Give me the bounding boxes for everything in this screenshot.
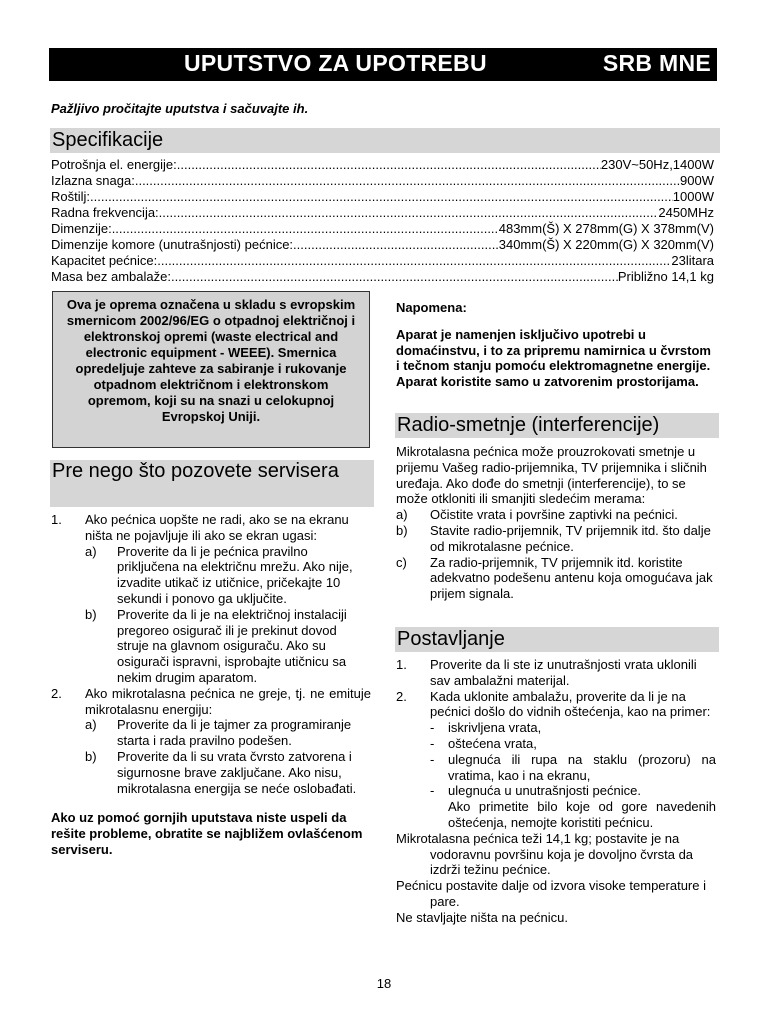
spec-label: Dimenzije: xyxy=(51,221,112,236)
spec-value: 340mm(Š) X 220mm(G) X 320mm(V) xyxy=(498,237,714,252)
sub-letter: a) xyxy=(85,717,97,733)
dot-leader xyxy=(159,205,659,221)
header-language: SRB MNE xyxy=(602,50,711,76)
dot-leader xyxy=(177,157,601,173)
item-letter: a) xyxy=(396,507,408,523)
dash-text: ulegnuća ili rupa na staklu (prozoru) na vratima, kao i na ekranu, xyxy=(448,751,716,783)
install-paragraph: Ne stavljajte ništa na pećnicu. xyxy=(396,909,568,925)
dash-item: - ulegnuća ili rupa na staklu (prozoru) na vratima, kao i na ekranu, xyxy=(430,751,716,783)
spec-value: 23litara xyxy=(671,253,714,268)
dash-item: - oštećena vrata, xyxy=(430,736,716,752)
spec-row xyxy=(51,189,714,205)
right-column xyxy=(396,300,716,390)
service-footer-note: Ako uz pomoć gornjih uputstava niste uspeli da rešite probleme, obratite se najbližem ovlašćenom serviseru. xyxy=(51,810,363,857)
spec-row xyxy=(51,157,714,173)
header-bar xyxy=(49,48,717,81)
item-number: 1. xyxy=(51,512,62,527)
list-item xyxy=(396,523,716,555)
spec-value: 900W xyxy=(680,173,714,188)
sub-letter: a) xyxy=(85,543,97,559)
spec-value: 2450MHz xyxy=(658,205,714,220)
spec-row xyxy=(51,221,714,237)
spec-label: Masa bez ambalaže: xyxy=(51,269,171,284)
spec-row xyxy=(51,237,714,253)
item-number: 2. xyxy=(396,688,407,704)
dot-leader xyxy=(171,269,618,285)
sub-item xyxy=(85,607,371,686)
spec-value: 230V~50Hz,1400W xyxy=(600,157,714,172)
sub-item xyxy=(85,717,371,749)
spec-label: Roštilj: xyxy=(51,189,91,204)
damage-note: Ako primetite bilo koje od gore navedenih oštećenja, nemojte koristiti pećnicu. xyxy=(448,799,716,830)
sub-letter: b) xyxy=(85,606,97,622)
sub-item xyxy=(85,544,371,607)
dot-leader xyxy=(157,253,671,269)
list-item xyxy=(51,686,371,718)
spec-row xyxy=(51,253,714,269)
item-text: Ako pećnica uopšte ne radi, ako se na ekranu ništa ne pojavljuje ili ako se ekran ugasi: xyxy=(85,512,349,543)
list-item xyxy=(396,689,716,721)
item-letter: b) xyxy=(396,522,408,538)
spec-value: 483mm(Š) X 278mm(G) X 378mm(V) xyxy=(498,221,714,236)
sub-item xyxy=(85,749,371,796)
page-number: 18 xyxy=(376,976,392,991)
dash-text: oštećena vrata, xyxy=(448,735,537,751)
spec-label: Potrošnja el. energije: xyxy=(51,157,177,172)
note-title: Napomena: xyxy=(396,300,467,315)
spec-row xyxy=(51,269,714,285)
item-text: Ako mikrotalasna pećnica ne greje, tj. ne emituje mikrotalasnu energiju: xyxy=(85,685,371,717)
sub-text: Proverite da li je na električnoj instalaciji pregoreo osigurač ili je prekinut dovod struje na glavnom osiguraču. Ako su osigurači ispravni, isprobajte utičnicu sa nekim drugim aparatom. xyxy=(117,606,347,685)
sub-text: Proverite da li je tajmer za programiranje starta i rada pravilno podešen. xyxy=(117,717,352,749)
sub-text: Proverite da li je pećnica pravilno priključena na električnu mrežu. Ako nije, izvadite utikač iz utičnice, pričekajte 10 sekundi i ponovo ga uključite. xyxy=(117,543,353,606)
section-heading-installation: Postavljanje xyxy=(395,627,719,652)
spec-label: Radna frekvencija: xyxy=(51,205,159,220)
item-text: Očistite vrata i površine zaptivki na pećnici. xyxy=(430,507,678,523)
spec-list xyxy=(51,157,714,285)
section-heading-radio-interference: Radio-smetnje (interferencije) xyxy=(395,413,719,438)
dot-leader xyxy=(135,173,680,189)
dash-item: - ulegnuća u unutrašnjosti pećnice. xyxy=(430,783,716,799)
item-text: Stavite radio-prijemnik, TV prijemnik itd. što dalje od mikrotalasne pećnice. xyxy=(430,522,711,554)
sub-text: Proverite da li su vrata čvrsto zatvorena i sigurnosne brave zaključane. Ako nisu, mikrotalasna energija se neće oslobađati. xyxy=(117,748,357,796)
dot-leader xyxy=(293,237,499,253)
item-text: Proverite da li ste iz unutrašnjosti vrata uklonili sav ambalažni materijal. xyxy=(430,657,697,688)
item-text: Kada uklonite ambalažu, proverite da li je na pećnici došlo do vidnih oštećenja, kao na primer: xyxy=(430,688,711,720)
list-item xyxy=(51,512,371,544)
item-letter: c) xyxy=(396,554,407,570)
section-heading-specifications: Specifikacije xyxy=(50,128,720,153)
radio-intro: Mikrotalasna pećnica može prouzrokovati smetnje u prijemu Vašeg radio-prijemnika, TV prijemnika i sličnih uređaja. Ako dođe do smetnji (interferencije), to se može otkloniti ili smanjiti sledećim merama: xyxy=(396,444,707,507)
installation-section xyxy=(396,657,716,926)
list-item xyxy=(396,657,716,689)
spec-value: 1000W xyxy=(672,189,714,204)
section-heading-before-service: Pre nego što pozovete servisera xyxy=(50,460,374,507)
item-number: 2. xyxy=(51,685,62,701)
intro-note: Pažljivo pročitajte uputstva i sačuvajte ih. xyxy=(51,101,309,116)
radio-section xyxy=(396,444,716,602)
dot-leader xyxy=(90,189,673,205)
dash-text: ulegnuća u unutrašnjosti pećnice. xyxy=(448,783,641,799)
spec-value: Približno 14,1 kg xyxy=(617,269,714,284)
spec-row xyxy=(51,173,714,189)
dot-leader xyxy=(112,221,499,237)
header-title: UPUTSTVO ZA UPOTREBU xyxy=(184,50,487,76)
item-text: Za radio-prijemnik, TV prijemnik itd. koristite adekvatno podešenu antenu koja omogućava jak prijem signala. xyxy=(430,554,713,602)
spec-label: Dimenzije komore (unutrašnjosti) pećnice: xyxy=(51,237,294,252)
install-paragraph: Mikrotalasna pećnica teži 14,1 kg; postavite je na vodoravnu površinu koja je dovoljno čvrsta da izdrži težinu pećnice. xyxy=(396,830,694,878)
dash-item: - iskrivljena vrata, xyxy=(430,720,716,736)
item-number: 1. xyxy=(396,657,407,672)
before-service-section xyxy=(51,512,371,858)
sub-letter: b) xyxy=(85,748,97,764)
note-text: Aparat je namenjen isključivo upotrebi u domaćinstvu, i to za pripremu namirnica u čvrstom i tečnom stanju pomoću elektromagnetne energije. Aparat koristite samo u zatvorenim prostorijama. xyxy=(396,326,711,390)
weee-notice-box: Ova je oprema označena u skladu s evropskim smernicom 2002/96/EG o otpadnoj električnoj i elektronskoj opremi (waste electrical and electronic equipment - WEEE). Smernica opredeljuje zahteve za sabiranje i rukovanje otpadnom električnom i elektronskom opremom, koji su na snazi u celokupnoj Evropskoj Uniji. xyxy=(52,291,370,448)
dash-text: iskrivljena vrata, xyxy=(448,720,542,736)
install-paragraph: Pećnicu postavite dalje od izvora visoke temperature i pare. xyxy=(396,878,706,909)
list-item xyxy=(396,555,716,602)
list-item xyxy=(396,507,716,523)
spec-label: Kapacitet pećnice: xyxy=(51,253,158,268)
spec-row xyxy=(51,205,714,221)
spec-label: Izlazna snaga: xyxy=(51,173,135,188)
